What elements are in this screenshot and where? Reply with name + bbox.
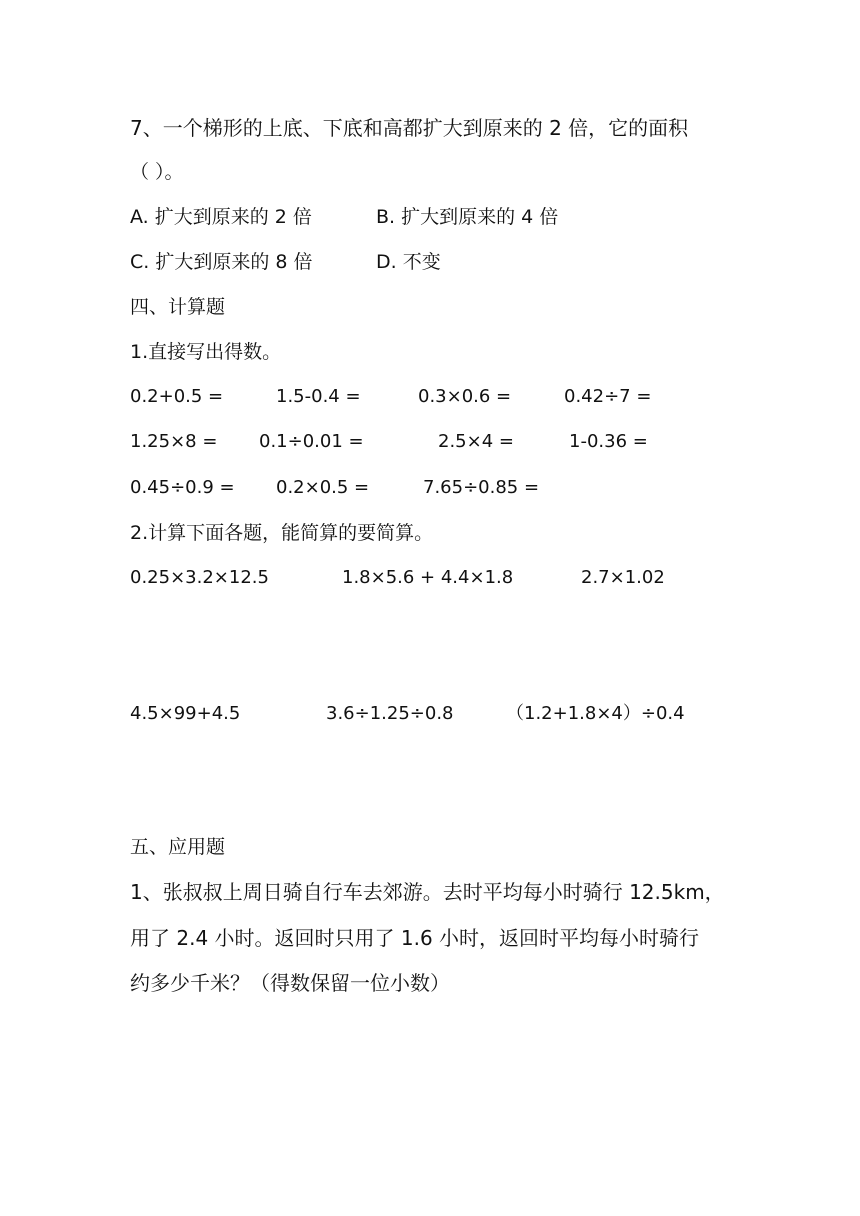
question-7-option-a: A. 扩大到原来的 2 倍 <box>130 206 312 228</box>
word-problem-1-line1: 1、张叔叔上周日骑自行车去郊游。去时平均每小时骑行 12.5km， <box>130 880 725 904</box>
mental-calc-item: 7.65÷0.85 = <box>423 477 540 498</box>
part-2-title: 2.计算下面各题，能简算的要简算。 <box>130 522 434 544</box>
question-7-option-b: B. 扩大到原来的 4 倍 <box>376 206 559 228</box>
mental-calc-item: 2.5×4 = <box>438 431 514 452</box>
mental-calc-item: 0.3×0.6 = <box>418 386 512 407</box>
mental-calc-item: 1.5-0.4 = <box>276 386 361 407</box>
mental-calc-item: 0.2×0.5 = <box>276 477 370 498</box>
mental-calc-item: 0.45÷0.9 = <box>130 477 235 498</box>
part-1-title: 1.直接写出得数。 <box>130 341 282 363</box>
mental-calc-item: 0.1÷0.01 = <box>259 431 364 452</box>
question-7-option-c: C. 扩大到原来的 8 倍 <box>130 251 313 273</box>
simplify-calc-item: 0.25×3.2×12.5 <box>130 567 269 588</box>
word-problem-1-line2: 用了 2.4 小时。返回时只用了 1.6 小时，返回时平均每小时骑行 <box>130 926 700 950</box>
simplify-calc-item: （1.2+1.8×4）÷0.4 <box>506 703 685 724</box>
section-5-title: 五、应用题 <box>130 836 226 858</box>
simplify-calc-item: 4.5×99+4.5 <box>130 703 241 724</box>
simplify-calc-item: 2.7×1.02 <box>581 567 665 588</box>
mental-calc-item: 1.25×8 = <box>130 431 218 452</box>
mental-calc-item: 1-0.36 = <box>569 431 648 452</box>
word-problem-1-line3: 约多少千米？（得数保留一位小数） <box>130 971 450 995</box>
question-7-option-d: D. 不变 <box>376 251 441 273</box>
question-7-stem-line2: （ ）。 <box>130 161 184 183</box>
mental-calc-item: 0.42÷7 = <box>564 386 652 407</box>
section-4-title: 四、计算题 <box>130 296 226 318</box>
simplify-calc-item: 3.6÷1.25÷0.8 <box>326 703 454 724</box>
simplify-calc-item: 1.8×5.6 + 4.4×1.8 <box>342 567 514 588</box>
question-7-stem-line1: 7、一个梯形的上底、下底和高都扩大到原来的 2 倍，它的面积 <box>130 116 689 140</box>
mental-calc-item: 0.2+0.5 = <box>130 386 224 407</box>
